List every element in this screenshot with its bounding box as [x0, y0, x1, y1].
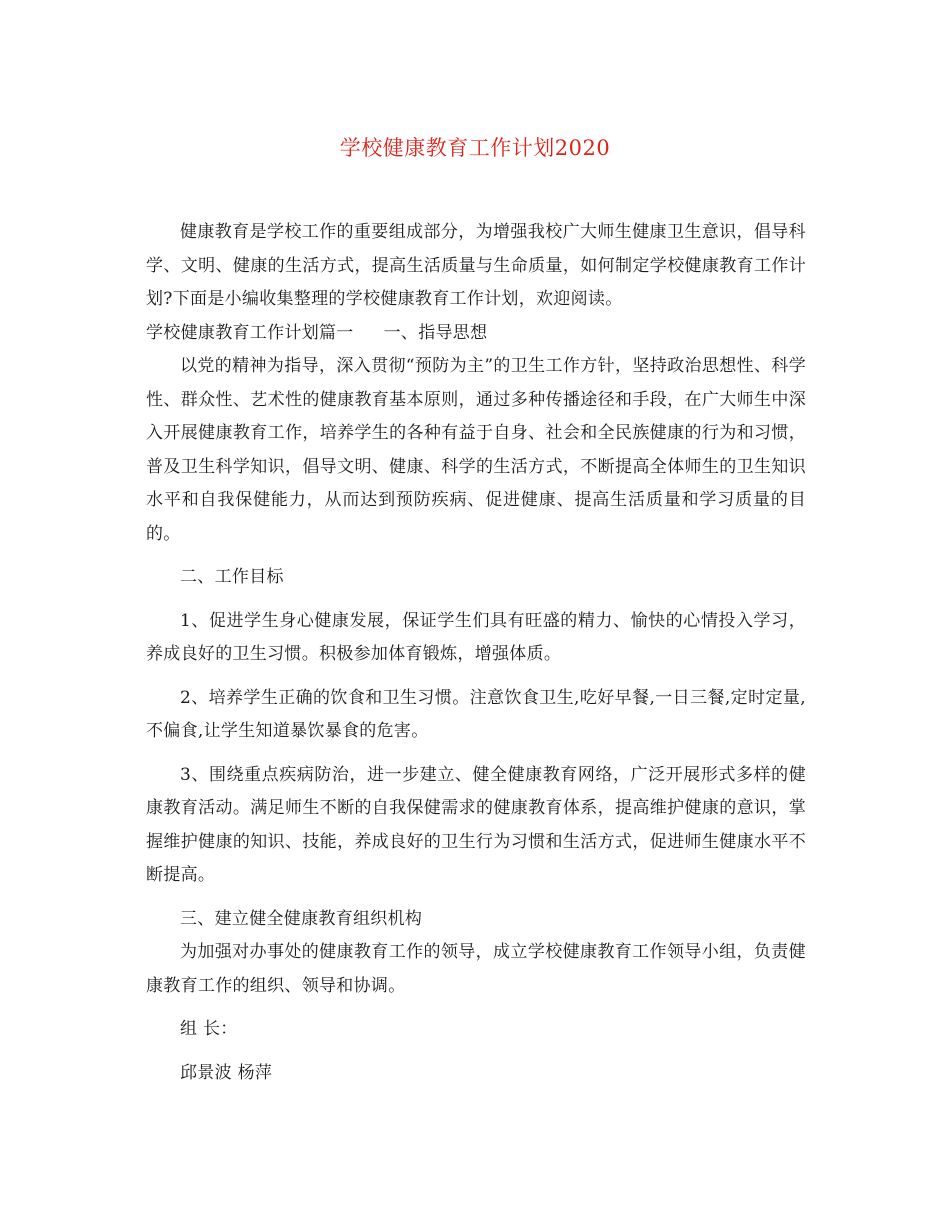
- goal-item-2: 2、培养学生正确的饮食和卫生习惯。注意饮食卫生,吃好早餐,一日三餐,定时定量,不偏食,让学生知道暴饮暴食的危害。: [146, 687, 806, 741]
- goal-item-3: 3、围绕重点疾病防治，进一步建立、健全健康教育网络，广泛开展形式多样的健康教育活动。满足师生不断的自我保健需求的健康教育体系，提高维护健康的意识，掌握维护健康的知识、技能，养成良好的卫生行为习惯和生活方式，促进师生健康水平不断提高。: [146, 764, 806, 885]
- intro-paragraph: 健康教育是学校工作的重要组成部分，为增强我校广大师生健康卫生意识，倡导科学、文明、健康的生活方式，提高生活质量与生命质量，如何制定学校健康教育工作计划?下面是小编收集整理的学校健康教育工作计划，欢迎阅读。: [146, 222, 806, 309]
- organization-paragraph: 为加强对办事处的健康教育工作的领导，成立学校健康教育工作领导小组，负责健康教育工作的组织、领导和协调。: [146, 942, 806, 996]
- heading-organization: 三、建立健全健康教育组织机构: [180, 908, 423, 929]
- goal-item-1: 1、促进学生身心健康发展，保证学生们具有旺盛的精力、愉快的心情投入学习，养成良好的卫生习惯。积极参加体育锻炼，增强体质。: [146, 610, 806, 664]
- section-heading-row: [146, 317, 806, 351]
- guiding-ideology-paragraph: 以党的精神为指导，深入贯彻“预防为主”的卫生工作方针，坚持政治思想性、科学性、群众性、艺术性的健康教育基本原则，通过多种传播途径和手段，在广大师生中深入开展健康教育工作，培养学生的各种有益于自身、社会和全民族健康的行为和习惯，普及卫生科学知识，倡导文明、健康、科学的生活方式，不断提高全体师生的卫生知识水平和自我保健能力，从而达到预防疾病、促进健康、提高生活质量和学习质量的目的。: [146, 356, 806, 544]
- heading-guiding-ideology: 一、指导思想: [383, 322, 488, 343]
- leader-label: 组 长：: [180, 1019, 238, 1039]
- document-body: [146, 216, 806, 1090]
- heading-work-goals: 二、工作目标: [180, 567, 284, 587]
- leader-names: 邱景波 杨萍: [180, 1062, 273, 1083]
- document-title: 学校健康教育工作计划2020: [339, 136, 611, 160]
- section-label: 学校健康教育工作计划篇一: [146, 322, 354, 343]
